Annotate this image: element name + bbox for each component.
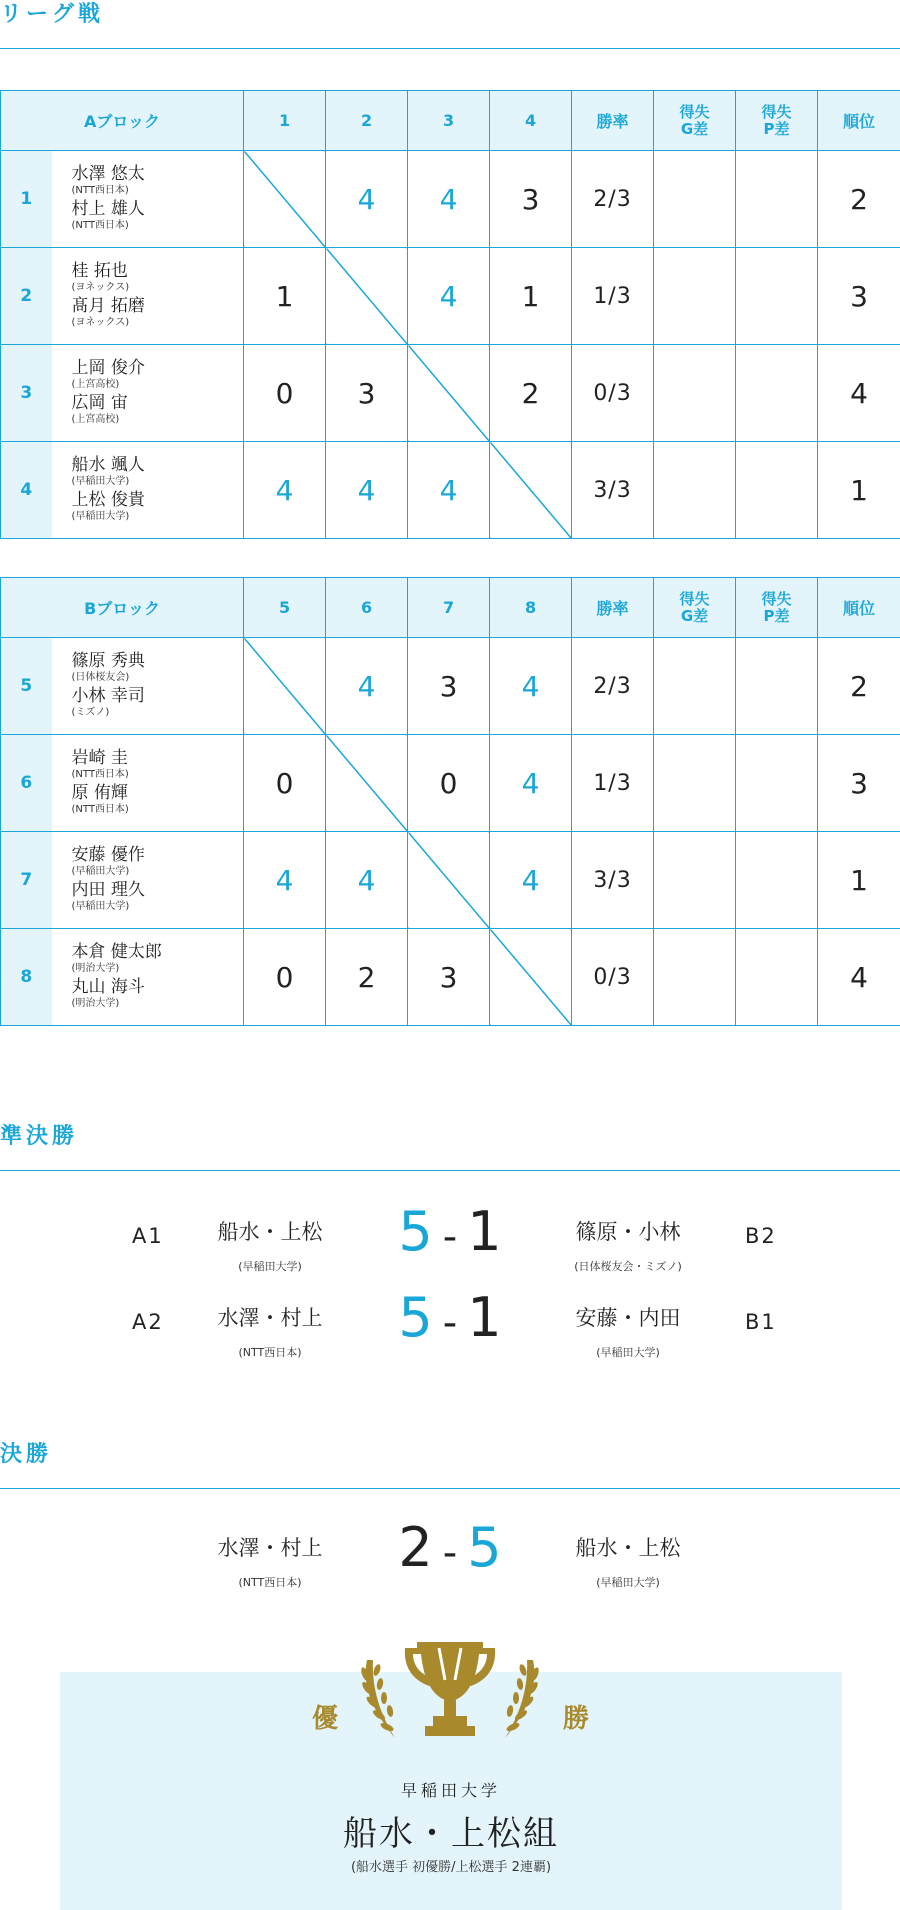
score-left: 5 — [398, 1286, 433, 1349]
league-section-title: リーグ戦 — [0, 0, 900, 49]
player-team: (NTT西日本) — [71, 185, 129, 196]
champion-affiliation: 早稲田大学 — [400, 1781, 501, 1800]
semifinal-match-1 — [0, 1200, 900, 1286]
player-team: (ミズノ) — [71, 707, 110, 718]
affiliation-right: (日体桜友会・ミズノ) — [574, 1260, 682, 1273]
pair-left: 船水・上松 — [217, 1220, 323, 1244]
affiliation-right: (早稲田大学) — [596, 1346, 660, 1359]
score-cell: 3 — [490, 151, 572, 248]
score-cell: 4 — [408, 442, 490, 539]
player-pair — [52, 832, 244, 929]
player-team: (NTT西日本) — [71, 769, 129, 780]
row-number: 8 — [1, 929, 52, 1026]
diagonal-cell — [244, 151, 326, 248]
game-diff — [654, 832, 736, 929]
player-name: 内田 理久 — [71, 880, 145, 900]
row-number: 4 — [1, 442, 52, 539]
table-row — [1, 345, 900, 442]
point-diff — [736, 929, 818, 1026]
column-header-g-diff: 得失 G差 — [654, 91, 736, 151]
affiliation-left: (NTT西日本) — [238, 1576, 302, 1589]
point-diff — [736, 735, 818, 832]
player-team: (日体桜友会) — [71, 672, 130, 683]
diagonal-cell — [408, 345, 490, 442]
champion-label-right: 勝 — [563, 1704, 590, 1734]
rank: 1 — [818, 832, 900, 929]
table-row — [1, 929, 900, 1026]
diagonal-cell — [326, 248, 408, 345]
player-team: (早稲田大学) — [71, 901, 130, 912]
player-team: (明治大学) — [71, 963, 120, 974]
game-diff — [654, 151, 736, 248]
score-right: 1 — [467, 1286, 502, 1349]
affiliation-right: (早稲田大学) — [596, 1576, 660, 1589]
block-b-table — [0, 577, 900, 1026]
game-diff — [654, 248, 736, 345]
row-number: 5 — [1, 638, 52, 735]
win-rate: 0/3 — [572, 345, 654, 442]
pair-left: 水澤・村上 — [217, 1306, 323, 1330]
semifinal-match-2 — [0, 1286, 900, 1372]
table-row — [1, 442, 900, 539]
win-rate: 1/3 — [572, 735, 654, 832]
rank: 4 — [818, 929, 900, 1026]
column-header-6: 6 — [326, 578, 408, 638]
rank: 2 — [818, 638, 900, 735]
score-cell: 4 — [408, 151, 490, 248]
score-right: 5 — [467, 1516, 502, 1579]
row-number: 3 — [1, 345, 52, 442]
column-header-8: 8 — [490, 578, 572, 638]
score-cell: 4 — [408, 248, 490, 345]
rank: 1 — [818, 442, 900, 539]
score-cell: 4 — [326, 638, 408, 735]
column-header-3: 3 — [408, 91, 490, 151]
score-cell: 2 — [326, 929, 408, 1026]
game-diff — [654, 929, 736, 1026]
player-team: (早稲田大学) — [71, 476, 130, 487]
column-header-rate: 勝率 — [572, 91, 654, 151]
score-cell: 4 — [490, 735, 572, 832]
column-header-p-diff: 得失 P差 — [736, 578, 818, 638]
column-header-p-diff: 得失 P差 — [736, 91, 818, 151]
point-diff — [736, 248, 818, 345]
player-name: 岩崎 圭 — [71, 748, 128, 768]
point-diff — [736, 345, 818, 442]
block-name: Aブロック — [1, 91, 244, 151]
player-name: 村上 雄人 — [71, 199, 145, 219]
game-diff — [654, 735, 736, 832]
rank: 3 — [818, 735, 900, 832]
player-name: 本倉 健太郎 — [71, 942, 162, 962]
score: 2 - 5 — [398, 1516, 502, 1579]
column-header-2: 2 — [326, 91, 408, 151]
player-name: 安藤 優作 — [71, 845, 145, 865]
column-header-rank: 順位 — [818, 91, 900, 151]
player-name: 上岡 俊介 — [71, 358, 145, 378]
champion-label-left: 優 — [312, 1704, 339, 1734]
player-name: 船水 颯人 — [71, 455, 145, 475]
win-rate: 3/3 — [572, 442, 654, 539]
game-diff — [654, 345, 736, 442]
point-diff — [736, 638, 818, 735]
player-name: 桂 拓也 — [71, 261, 128, 281]
score-cell: 3 — [408, 638, 490, 735]
block-name: Bブロック — [1, 578, 244, 638]
win-rate: 2/3 — [572, 151, 654, 248]
player-name: 小林 幸司 — [71, 686, 145, 706]
score-cell: 3 — [408, 929, 490, 1026]
player-team: (明治大学) — [71, 998, 120, 1009]
final-section-title: 決勝 — [0, 1440, 900, 1489]
player-team: (NTT西日本) — [71, 220, 129, 231]
row-number: 2 — [1, 248, 52, 345]
final-match — [0, 1516, 900, 1602]
column-header-rate: 勝率 — [572, 578, 654, 638]
score-cell: 2 — [490, 345, 572, 442]
score-cell: 1 — [244, 248, 326, 345]
player-name: 原 侑輝 — [71, 783, 128, 803]
affiliation-left: (早稲田大学) — [238, 1260, 302, 1273]
champion-name: 船水・上松組 — [343, 1814, 559, 1854]
player-name: 篠原 秀典 — [71, 651, 145, 671]
win-rate: 3/3 — [572, 832, 654, 929]
score: 5 - 1 — [398, 1200, 502, 1263]
rank: 4 — [818, 345, 900, 442]
row-number: 6 — [1, 735, 52, 832]
player-name: 髙月 拓磨 — [71, 296, 145, 316]
affiliation-left: (NTT西日本) — [238, 1346, 302, 1359]
win-rate: 1/3 — [572, 248, 654, 345]
player-team: (ヨネックス) — [71, 282, 130, 293]
seed-right: B2 — [745, 1224, 777, 1248]
win-rate: 0/3 — [572, 929, 654, 1026]
diagonal-cell — [490, 929, 572, 1026]
column-header-1: 1 — [244, 91, 326, 151]
column-header-7: 7 — [408, 578, 490, 638]
score-cell: 4 — [490, 832, 572, 929]
score-cell: 0 — [408, 735, 490, 832]
player-pair — [52, 248, 244, 345]
player-team: (早稲田大学) — [71, 866, 130, 877]
table-header-row — [1, 578, 900, 638]
player-team: (ヨネックス) — [71, 317, 130, 328]
score-cell: 0 — [244, 929, 326, 1026]
score-cell: 0 — [244, 345, 326, 442]
champion-note: (船水選手 初優勝/上松選手 2連覇) — [350, 1860, 552, 1875]
game-diff — [654, 442, 736, 539]
score: 5 - 1 — [398, 1286, 502, 1349]
pair-left: 水澤・村上 — [217, 1536, 323, 1560]
player-name: 丸山 海斗 — [71, 977, 145, 997]
score-cell: 4 — [326, 832, 408, 929]
win-rate: 2/3 — [572, 638, 654, 735]
player-pair — [52, 929, 244, 1026]
pair-right: 船水・上松 — [575, 1536, 681, 1560]
score-cell: 1 — [490, 248, 572, 345]
diagonal-cell — [408, 832, 490, 929]
row-number: 7 — [1, 832, 52, 929]
player-pair — [52, 638, 244, 735]
score-cell: 4 — [490, 638, 572, 735]
player-name: 上松 俊貴 — [71, 490, 145, 510]
diagonal-cell — [326, 735, 408, 832]
player-team: (早稲田大学) — [71, 511, 130, 522]
score-right: 1 — [467, 1200, 502, 1263]
score-cell: 4 — [326, 442, 408, 539]
score-cell: 4 — [244, 442, 326, 539]
player-pair — [52, 735, 244, 832]
game-diff — [654, 638, 736, 735]
point-diff — [736, 151, 818, 248]
trophy-icon — [355, 1640, 545, 1745]
point-diff — [736, 442, 818, 539]
column-header-5: 5 — [244, 578, 326, 638]
rank: 2 — [818, 151, 900, 248]
row-number: 1 — [1, 151, 52, 248]
score-cell: 0 — [244, 735, 326, 832]
block-a-table — [0, 90, 900, 539]
score-cell: 3 — [326, 345, 408, 442]
table-row — [1, 735, 900, 832]
pair-right: 篠原・小林 — [575, 1220, 681, 1244]
seed-left: A1 — [132, 1224, 164, 1248]
semifinal-section-title: 準決勝 — [0, 1122, 900, 1171]
point-diff — [736, 832, 818, 929]
table-header-row — [1, 91, 900, 151]
player-pair — [52, 151, 244, 248]
table-row — [1, 151, 900, 248]
player-team: (上宮高校) — [71, 414, 120, 425]
table-row — [1, 248, 900, 345]
diagonal-cell — [244, 638, 326, 735]
column-header-rank: 順位 — [818, 578, 900, 638]
player-name: 水澤 悠太 — [71, 164, 145, 184]
rank: 3 — [818, 248, 900, 345]
player-pair — [52, 442, 244, 539]
table-row — [1, 832, 900, 929]
table-row — [1, 638, 900, 735]
player-name: 広岡 宙 — [71, 393, 128, 413]
player-pair — [52, 345, 244, 442]
seed-right: B1 — [745, 1310, 777, 1334]
pair-right: 安藤・内田 — [575, 1306, 681, 1330]
player-team: (上宮高校) — [71, 379, 120, 390]
score-cell: 4 — [326, 151, 408, 248]
column-header-4: 4 — [490, 91, 572, 151]
player-team: (NTT西日本) — [71, 804, 129, 815]
diagonal-cell — [490, 442, 572, 539]
column-header-g-diff: 得失 G差 — [654, 578, 736, 638]
score-left: 5 — [398, 1200, 433, 1263]
score-cell: 4 — [244, 832, 326, 929]
seed-left: A2 — [132, 1310, 164, 1334]
score-left: 2 — [398, 1516, 433, 1579]
